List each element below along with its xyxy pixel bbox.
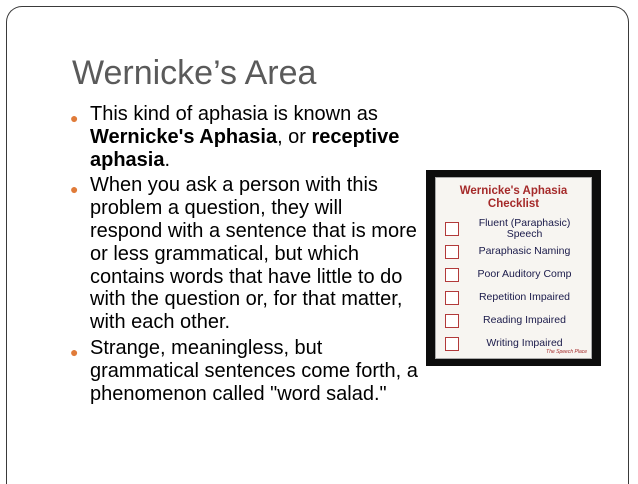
- checklist-item: [436, 309, 591, 332]
- bullet-marker-icon: ●: [70, 110, 79, 126]
- checklist-panel: [435, 177, 592, 359]
- bullet-marker-icon: ●: [70, 343, 79, 360]
- bullet-text: This kind of aphasia is known as: [90, 103, 378, 125]
- bullet-marker-icon: ●: [70, 181, 79, 198]
- checkbox-icon: [445, 291, 459, 305]
- checklist-item-label: Poor Auditory Comp: [477, 268, 572, 280]
- bullet-text: When you ask a person with this problem a question, they will respond with a sentence that is more or less grammatical, but which contains words that have little to do with the question or, for that matter, with each other.: [90, 174, 417, 334]
- checkbox-icon: [445, 337, 459, 351]
- checklist-item: [436, 263, 591, 286]
- checklist-item: [436, 217, 591, 240]
- checklist-title-line1: Wernicke's Aphasia: [459, 185, 568, 197]
- checklist-items: [436, 217, 591, 355]
- bullet-bold-text: Wernicke's Aphasia: [90, 125, 278, 148]
- bullet-list: [70, 103, 420, 408]
- checkbox-icon: [445, 314, 459, 328]
- checklist-item-label: Fluent (Paraphasic) Speech: [478, 216, 571, 240]
- checklist-credit: The Speech Place: [546, 349, 587, 355]
- bullet-item: [70, 103, 420, 171]
- checkbox-icon: [445, 222, 459, 236]
- bullet-bold-text: receptive aphasia: [90, 125, 400, 171]
- bullet-text: .: [164, 148, 171, 171]
- bullet-text: , or: [277, 125, 312, 148]
- checklist-title-line2: Checklist: [487, 198, 540, 210]
- checklist-item-label: Reading Impaired: [483, 314, 566, 326]
- bullet-item: [70, 174, 420, 334]
- checkbox-icon: [445, 245, 459, 259]
- checklist-item-label: Writing Impaired: [486, 337, 563, 349]
- checklist-item: [436, 240, 591, 263]
- checkbox-icon: [445, 268, 459, 282]
- checklist-title: [436, 178, 591, 211]
- bullet-text: Strange, meaningless, but grammatical sentences come forth, a phenomenon called "word salad.": [90, 336, 418, 405]
- checklist-item-label: Paraphasic Naming: [478, 245, 571, 257]
- checklist-image: [426, 170, 601, 366]
- checklist-item: [436, 286, 591, 309]
- checklist-item-label: Repetition Impaired: [478, 291, 571, 303]
- slide-title: Wernicke’s Area: [72, 54, 317, 92]
- bullet-item: [70, 337, 420, 405]
